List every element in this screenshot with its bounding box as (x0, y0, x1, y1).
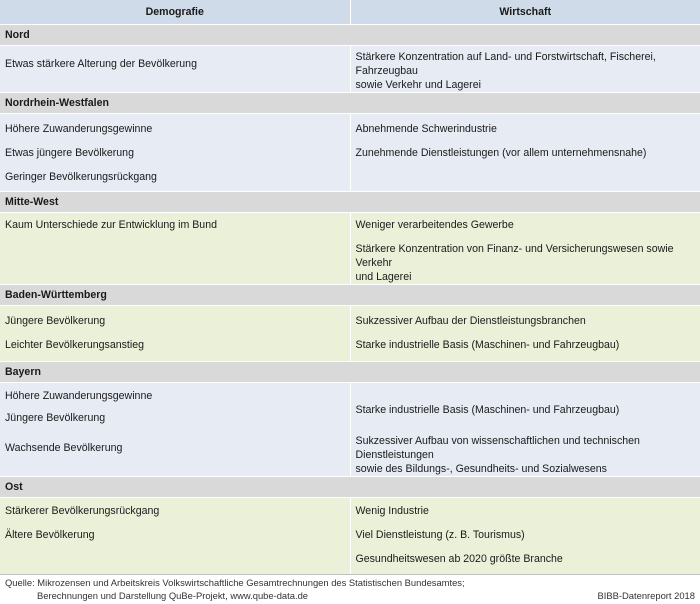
region-title: Bayern (0, 362, 700, 383)
table-row (0, 46, 700, 93)
region-title: Baden-Württemberg (0, 285, 700, 306)
list-item: Wenig Industrie (355, 505, 429, 517)
wirtschaft-cell (350, 498, 700, 574)
list-item: Ältere Bevölkerung (5, 529, 95, 541)
list-item: Geringer Bevölkerungsrückgang (5, 171, 157, 183)
list-item: Starke industrielle Basis (Maschinen- und Fahrzeugbau) (355, 339, 620, 351)
list-item: Etwas stärkere Alterung der Bevölkerung (5, 58, 197, 70)
region-header-mitte-west (0, 192, 700, 213)
region-title: Mitte-West (0, 192, 700, 213)
list-item: Weniger verarbeitendes Gewerbe (355, 219, 514, 231)
list-item: Jüngere Bevölkerung (5, 315, 106, 327)
list-item: Kaum Unterschiede zur Entwicklung im Bund (5, 219, 217, 231)
region-header-baden-wuerttemberg (0, 285, 700, 306)
list-item: Abnehmende Schwerindustrie (355, 123, 497, 135)
list-item: sowie des Bildungs-, Gesundheits- und Sozialwesens (355, 463, 607, 475)
list-item: Höhere Zuwanderungsgewinne (5, 390, 153, 402)
demografie-cell (0, 114, 350, 192)
wirtschaft-cell (350, 306, 700, 362)
demografie-cell (0, 498, 350, 574)
wirtschaft-cell (350, 114, 700, 192)
list-item: Leichter Bevölkerungsanstieg (5, 339, 144, 351)
list-item: Gesundheitswesen ab 2020 größte Branche (355, 553, 563, 565)
list-item: Starke industrielle Basis (Maschinen- und Fahrzeugbau) (355, 404, 620, 416)
list-item: Sukzessiver Aufbau von wissenschaftlichen und technischen Dienstleistungen (355, 435, 640, 461)
source-footer (0, 574, 700, 604)
list-item: Zunehmende Dienstleistungen (vor allem unternehmensnahe) (355, 147, 647, 159)
report-brand: BIBB-Datenreport 2018 (597, 590, 695, 601)
table-row (0, 383, 700, 477)
region-header-nrw (0, 93, 700, 114)
column-header-wirtschaft: Wirtschaft (350, 0, 700, 25)
table-header-row (0, 0, 700, 25)
list-item: Stärkere Konzentration auf Land- und Forstwirtschaft, Fischerei, Fahrzeugbau (355, 51, 656, 77)
region-header-ost (0, 477, 700, 498)
demografie-cell (0, 306, 350, 362)
table-row (0, 114, 700, 192)
demografie-cell (0, 383, 350, 477)
region-title: Nordrhein-Westfalen (0, 93, 700, 114)
wirtschaft-cell (350, 46, 700, 93)
region-title: Nord (0, 25, 700, 46)
list-item: Viel Dienstleistung (z. B. Tourismus) (355, 529, 525, 541)
column-header-demografie: Demografie (0, 0, 350, 25)
region-title: Ost (0, 477, 700, 498)
wirtschaft-cell (350, 213, 700, 285)
list-item: und Lagerei (355, 271, 412, 283)
region-header-nord (0, 25, 700, 46)
table-row (0, 306, 700, 362)
list-item: Wachsende Bevölkerung (5, 442, 123, 454)
wirtschaft-cell (350, 383, 700, 477)
table-row (0, 498, 700, 574)
list-item: Jüngere Bevölkerung (5, 412, 106, 424)
list-item: Etwas jüngere Bevölkerung (5, 147, 134, 159)
list-item: sowie Verkehr und Lagerei (355, 79, 481, 91)
source-line-1: Quelle: Mikrozensen und Arbeitskreis Volkswirtschaftliche Gesamtrechnungen des Statistischen Bundesamtes; (5, 577, 465, 588)
list-item: Stärkere Konzentration von Finanz- und Versicherungswesen sowie Verkehr (355, 243, 674, 269)
demografie-cell (0, 213, 350, 285)
list-item: Sukzessiver Aufbau der Dienstleistungsbranchen (355, 315, 586, 327)
source-line-2: Berechnungen und Darstellung QuBe-Projekt, www.qube-data.de (37, 590, 308, 601)
table-row (0, 213, 700, 285)
demografie-cell (0, 46, 350, 93)
list-item: Stärkerer Bevölkerungsrückgang (5, 505, 160, 517)
list-item: Höhere Zuwanderungsgewinne (5, 123, 153, 135)
region-header-bayern (0, 362, 700, 383)
